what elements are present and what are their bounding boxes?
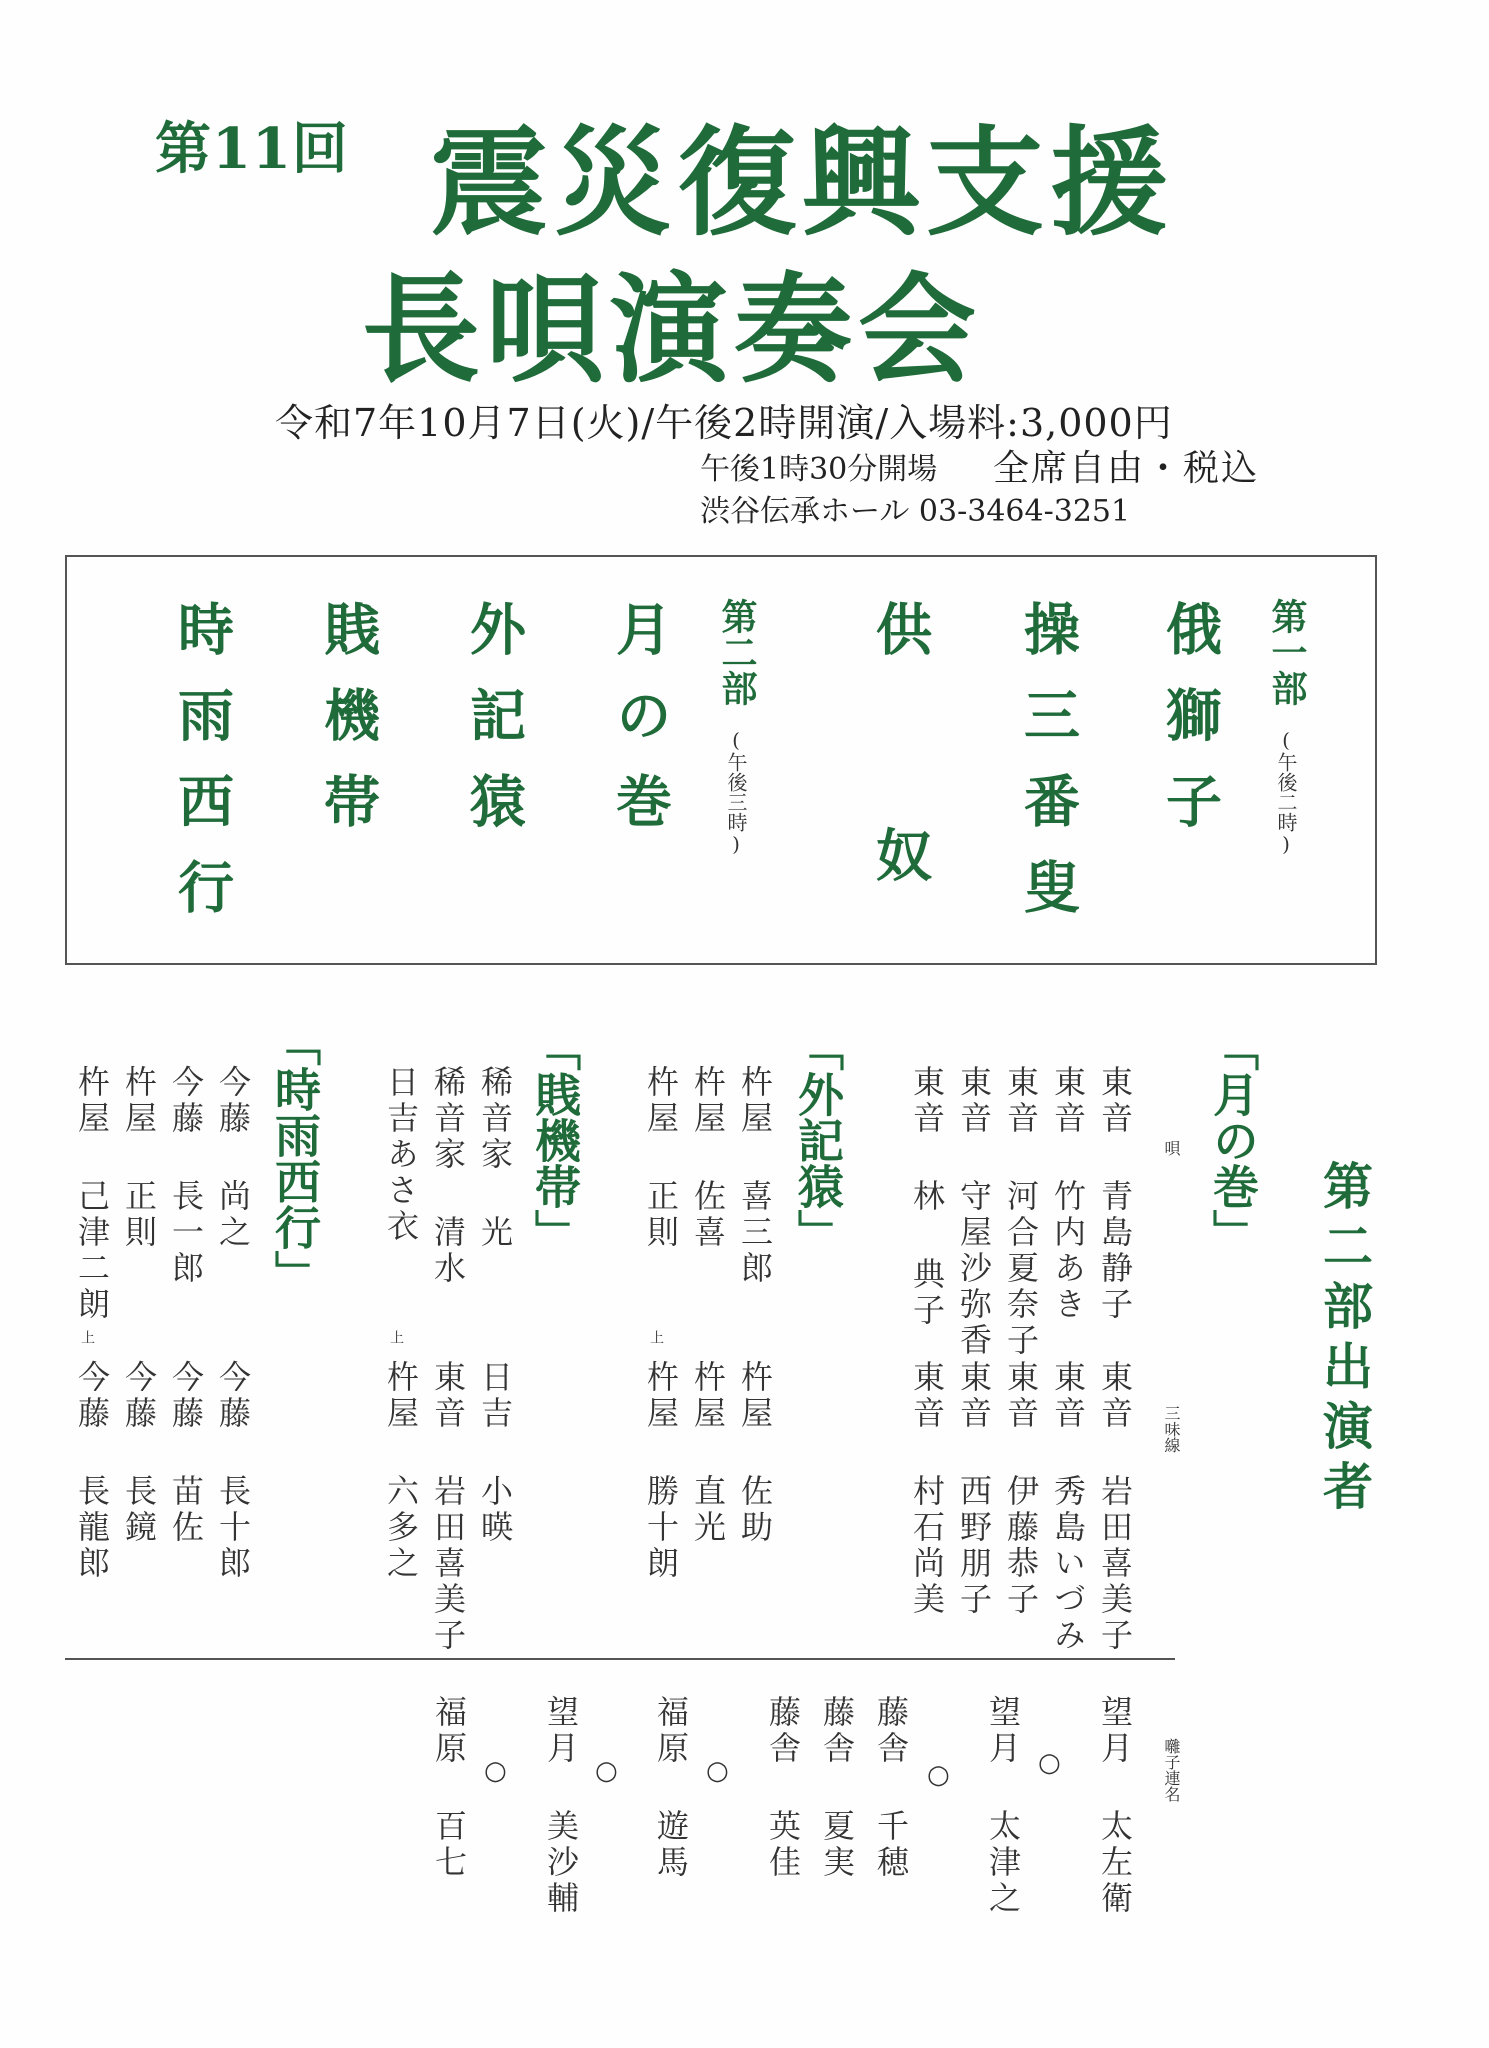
performer-name: 東音 村石尚美	[908, 1360, 946, 1618]
piece-title-tsuki-no-maki: 「月の巻」	[1206, 1025, 1260, 1255]
lead-marker: 上	[648, 1330, 664, 1344]
performer-name: 東音 守屋沙弥香	[955, 1065, 993, 1359]
program-piece-gekizaru: 外記猿	[461, 600, 527, 858]
performer-name: 東音 伊藤恭子	[1002, 1360, 1040, 1618]
performer-name: 東音 青島静子	[1096, 1065, 1134, 1323]
performer-name: 今藤 長十郎	[214, 1360, 252, 1582]
performer-name: 杵屋 佐助	[736, 1360, 774, 1546]
separator-circle: ○	[927, 1760, 950, 1790]
performer-name: 今藤 長龍郎	[73, 1360, 111, 1582]
separator-circle: ○	[1038, 1748, 1061, 1778]
lead-marker: 上	[79, 1330, 95, 1344]
seating-info: 全席自由・税込	[993, 448, 1260, 489]
hayashi-name: 望月 美沙輔	[542, 1695, 580, 1917]
performers-heading: 第二部出演者	[1315, 1160, 1374, 1520]
performer-name: 杵屋 正則	[642, 1065, 680, 1251]
hayashi-name: 藤舎 千穂	[872, 1695, 910, 1881]
performer-name: 杵屋 直光	[689, 1360, 727, 1546]
program-piece-tomoyakko: 供奴	[867, 600, 933, 1052]
performer-name: 杵屋 勝十朗	[642, 1360, 680, 1582]
performer-name: 杵屋 六多之	[382, 1360, 420, 1582]
piece-title-shigure-saigyo: 「時雨西行」	[268, 1020, 322, 1296]
hayashi-name: 望月 太左衛	[1096, 1695, 1134, 1917]
performer-name: 稀音家 清水	[429, 1065, 467, 1287]
performer-name: 東音 秀島いづみ	[1049, 1360, 1087, 1654]
piece-title-gekizaru: 「外記猿」	[791, 1025, 845, 1255]
program-piece-ayatsuri-sanbaso: 操三番叟	[1015, 600, 1081, 944]
role-label-hayashi: 囃子連名	[1162, 1738, 1181, 1802]
part1-time: (午後二時)	[1274, 728, 1298, 856]
hayashi-name: 福原 百七	[430, 1695, 468, 1881]
performer-name: 今藤 苗佐	[167, 1360, 205, 1546]
title-line-1: 震災復興支援	[430, 113, 1175, 252]
performer-name: 今藤 長鏡	[120, 1360, 158, 1546]
role-label-uta: 唄	[1162, 1140, 1181, 1156]
separator-circle: ○	[706, 1756, 729, 1786]
performer-name: 東音 竹内あき	[1049, 1065, 1087, 1323]
section-divider	[65, 1658, 1175, 1660]
program-piece-shizuhataobi: 賎機帯	[315, 600, 381, 858]
hayashi-name: 藤舎 英佳	[764, 1695, 802, 1881]
part2-label: 第二部	[716, 598, 758, 706]
program-piece-shigure-saigyo: 時雨西行	[169, 600, 235, 944]
performer-name: 今藤 長一郎	[167, 1065, 205, 1287]
part2-time: (午後三時)	[724, 728, 748, 856]
performer-name: 東音 岩田喜美子	[1096, 1360, 1134, 1654]
hayashi-name: 望月 太津之	[984, 1695, 1022, 1917]
performer-name: 東音 河合夏奈子	[1002, 1065, 1040, 1359]
role-label-shamisen: 三味線	[1162, 1405, 1181, 1453]
hayashi-name: 藤舎 夏実	[818, 1695, 856, 1881]
hayashi-name: 福原 遊馬	[652, 1695, 690, 1881]
performer-name: 東音 岩田喜美子	[429, 1360, 467, 1654]
performer-name: 稀音家 光	[476, 1065, 514, 1251]
venue-phone: 渋谷伝承ホール 03-3464-3251	[700, 494, 1131, 529]
program-piece-niwakajishi: 俄獅子	[1157, 600, 1223, 858]
performer-name: 杵屋 正則	[120, 1065, 158, 1251]
part1-label: 第一部	[1266, 598, 1308, 706]
lead-marker: 上	[388, 1330, 404, 1344]
performer-name: 日吉 小暎	[476, 1360, 514, 1546]
doors-open: 午後1時30分開場	[700, 452, 938, 487]
performer-name: 杵屋 己津二朗	[73, 1065, 111, 1323]
event-date-time-fee: 令和7年10月7日(火)/午後2時開演/入場料:3,000円	[275, 401, 1173, 445]
performer-name: 杵屋 佐喜	[689, 1065, 727, 1251]
performer-name: 杵屋 喜三郎	[736, 1065, 774, 1287]
performer-name: 東音 林 典子	[908, 1065, 946, 1329]
separator-circle: ○	[484, 1756, 507, 1786]
title-line-2: 長唄演奏会	[362, 260, 983, 399]
performer-name: 東音 西野朋子	[955, 1360, 993, 1618]
separator-circle: ○	[595, 1756, 618, 1786]
edition-number: 第11回	[155, 116, 349, 182]
performer-name: 今藤 尚之	[214, 1065, 252, 1251]
piece-title-shizuhataobi: 「賎機帯」	[528, 1025, 582, 1255]
performer-name: 日吉あさ衣	[382, 1065, 420, 1245]
program-piece-tsuki-no-maki: 月の巻	[607, 600, 673, 858]
